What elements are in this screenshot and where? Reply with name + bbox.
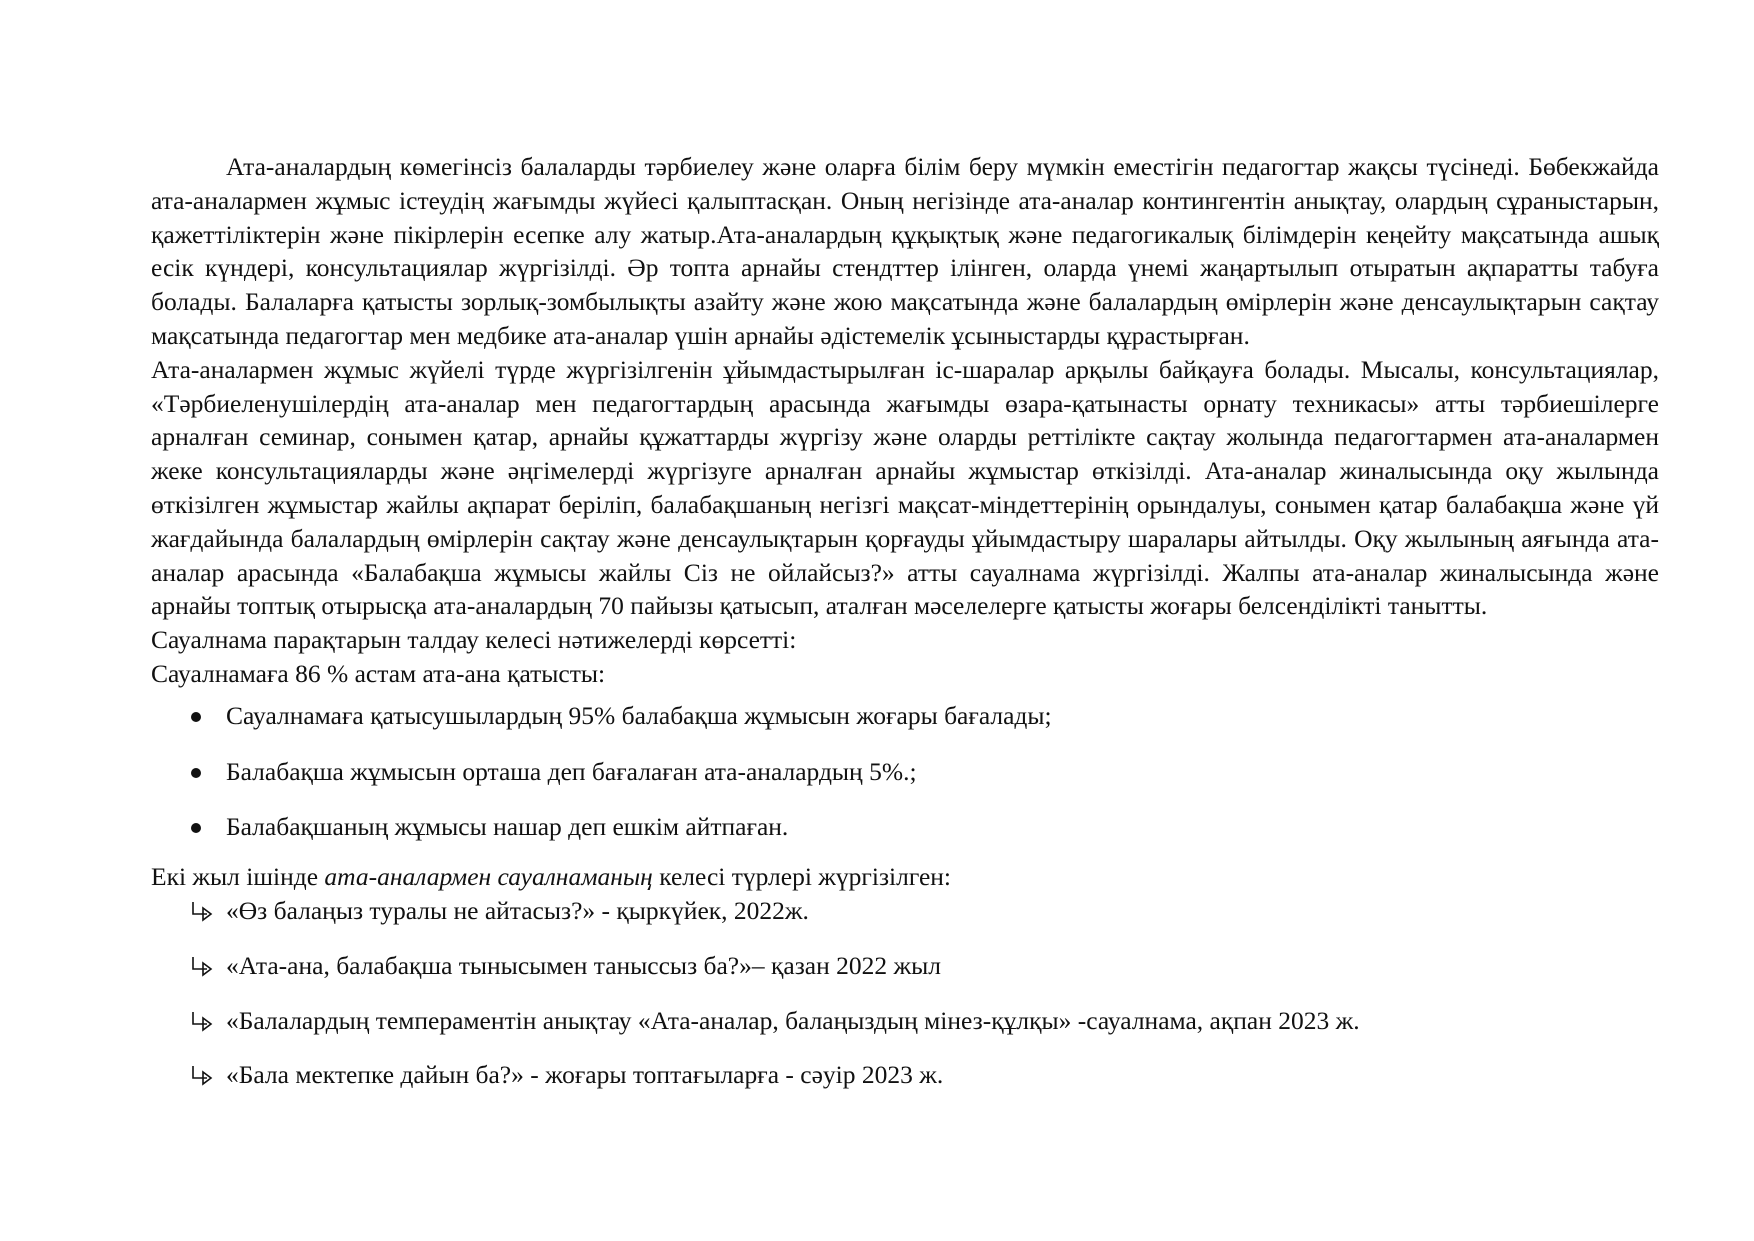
bullet-dot-icon [191, 768, 201, 778]
survey-text: «Өз балаңыз туралы не айтасыз?» - қыркүйек, 2022ж. [226, 895, 809, 925]
results-list [151, 699, 1659, 844]
hook-arrow-icon [189, 1010, 215, 1034]
list-item [151, 1004, 1659, 1038]
result-text: Сауалнамаға қатысушылардың 95% балабақша жұмысын жоғары бағалады; [226, 700, 1052, 730]
surveys-intro-italic: ата-аналармен сауалнаманың [324, 862, 653, 892]
hook-arrow-icon [189, 900, 215, 924]
survey-text: «Бала мектепке дайын ба?» - жоғары топтағыларға - сәуір 2023 ж. [226, 1060, 944, 1090]
paragraph-intro: Ата-аналардың көмегінсіз балаларды тәрбиелеу және оларға білім беру мүмкін еместігін педагогтар жақсы түсінеді. Бөбекжайда ата-аналармен жұмыс істеудің жағымды жүйесі қалыптасқан. Оның негізінде ата-аналар контингентін анықтау, олардың сұраныстарын, қажеттіліктерін және пікірлерін есепке алу жатыр.Ата-аналардың құқықтық және педагогикалық білімдерін кеңейту мақсатында ашық есік күндері, консультациялар жүргізілді. Әр топта арнайы стендттер ілінген, оларда үнемі жаңартылып отыратын ақпаратты табуға болады. Балаларға қатысты зорлық-зомбылықты азайту және жою мақсатында және балалардың өмірлерін және денсаулықтарын сақтау мақсатында педагогтар мен медбике ата-аналар үшін арнайы әдістемелік ұсыныстарды құрастырған. [151, 152, 1659, 350]
list-item [151, 755, 1659, 789]
list-item [151, 949, 1659, 983]
list-item [151, 699, 1659, 733]
document-page [151, 150, 1659, 1113]
survey-text: «Ата-ана, балабақша тынысымен таныссыз ба?»– қазан 2022 жыл [226, 950, 941, 980]
analysis-line: Сауалнама парақтарын талдау келесі нәтижелерді көрсетті: [151, 625, 797, 655]
bullet-dot-icon [191, 712, 201, 722]
hook-arrow-icon [189, 955, 215, 979]
hook-arrow-icon [189, 1064, 215, 1088]
surveys-list [151, 894, 1659, 1092]
survey-text: «Балалардың темпераментін анықтау «Ата-аналар, балаңыздың мінез-құлқы» -сауалнама, ақпан 2023 ж. [226, 1005, 1360, 1035]
result-text: Балабақша жұмысын орташа деп бағалаған ата-аналардың 5%.; [226, 756, 917, 786]
result-text: Балабақшаның жұмысы нашар деп ешкім айтпаған. [226, 812, 789, 842]
list-item [151, 894, 1659, 928]
list-item [151, 810, 1659, 844]
surveys-intro-line [151, 860, 1659, 894]
participation-line: Сауалнамаға 86 % астам ата-ана қатысты: [151, 658, 606, 688]
surveys-intro-before: Екі жыл ішінде [151, 862, 325, 892]
surveys-intro-after: келесі түрлері жүргізілген: [652, 862, 951, 892]
paragraph-work-system: Ата-аналармен жұмыс жүйелі түрде жүргізілгенін ұйымдастырылған іс-шаралар арқылы байқауға болады. Мысалы, консультациялар, «Тәрбиеленушілердің ата-аналар мен педагогтардың арасында жағымды өзара-қатынасты орнату техникасы» атты тәрбиешілерге арналған семинар, сонымен қатар, арнайы құжаттарды жүргізу және оларды реттілікте сақтау жолында педагогтармен ата-аналармен жеке консультацияларды және әңгімелерді жүргізуге арналған арнайы жұмыстар өткізілді. Ата-аналар жиналысында оқу жылында өткізілген жұмыстар жайлы ақпарат беріліп, балабақшаның негізгі мақсат-міндеттерінің орындалуы, сонымен қатар балабақша және үй жағдайында балалардың өмірлерін сақтау және денсаулықтарын қорғауды ұйымдастыру шаралары айтылды. Оқу жылының аяғында ата-аналар арасында «Балабақша жұмысы жайлы Сіз не ойлайсыз?» атты сауалнама жүргізілді. Жалпы ата-аналар жиналысында және арнайы топтық отырысқа ата-аналардың 70 пайызы қатысып, аталған мәселелерге қатысты жоғары белсенділікті танытты. [151, 354, 1659, 621]
list-item [151, 1058, 1659, 1092]
bullet-dot-icon [191, 823, 201, 833]
